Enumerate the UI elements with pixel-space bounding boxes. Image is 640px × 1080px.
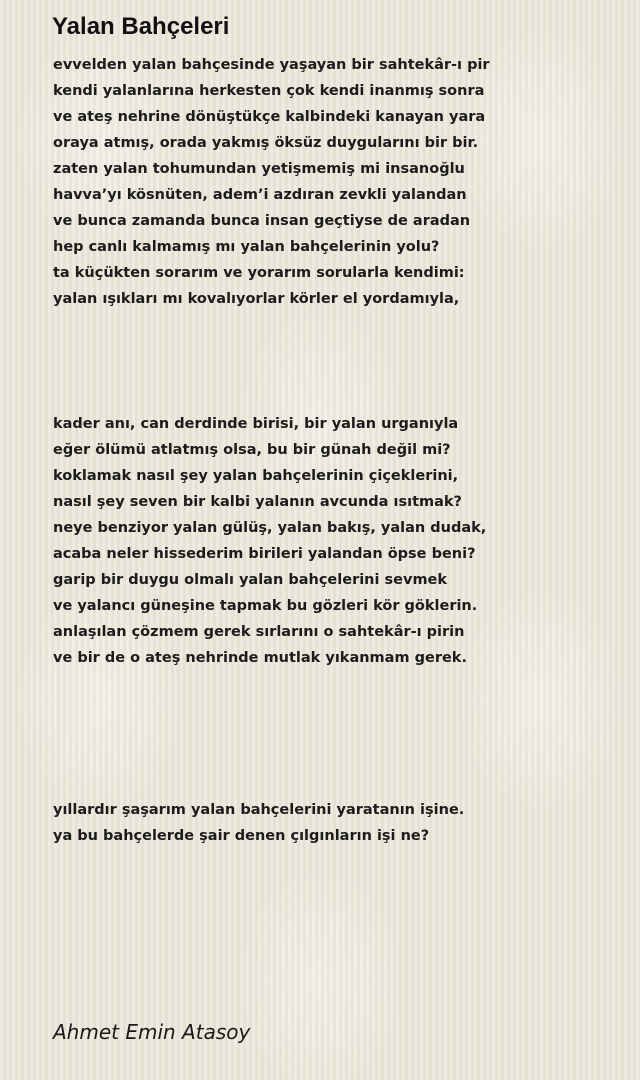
poem-line: acaba neler hissederim birileri yalandan öpse beni? <box>53 546 476 562</box>
poem-line: ya bu bahçelerde şair denen çılgınların işi ne? <box>53 828 430 844</box>
poem-line: ve yalancı güneşine tapmak bu gözleri kör göklerin. <box>53 598 478 614</box>
poem-line: kendi yalanlarına herkesten çok kendi inanmış sonra <box>53 83 485 99</box>
poem-line: anlaşılan çözmem gerek sırlarını o sahtekâr-ı pirin <box>53 624 465 640</box>
stanza-2 <box>53 411 613 671</box>
poem-line: neye benziyor yalan gülüş, yalan bakış, yalan dudak, <box>53 520 487 536</box>
poem-line: havva’yı kösnüten, adem’i azdıran zevkli yalandan <box>53 187 467 203</box>
poem-line: ta küçükten sorarım ve yorarım sorularla kendimi: <box>53 265 465 281</box>
poem-line: eğer ölümü atlatmış olsa, bu bir günah değil mi? <box>53 442 451 458</box>
poem-line: hep canlı kalmamış mı yalan bahçelerinin yolu? <box>53 239 440 255</box>
poem-line: evvelden yalan bahçesinde yaşayan bir sahtekâr-ı pir <box>53 57 490 73</box>
poem-line: ve ateş nehrine dönüştükçe kalbindeki kanayan yara <box>53 109 486 125</box>
poem-line: oraya atmış, orada yakmış öksüz duygularını bir bir. <box>53 135 479 151</box>
poem-line: koklamak nasıl şey yalan bahçelerinin çiçeklerini, <box>53 468 459 484</box>
poem-line: ve bir de o ateş nehrinde mutlak yıkanmam gerek. <box>53 650 467 666</box>
poem-line: kader anı, can derdinde birisi, bir yalan urganıyla <box>53 416 459 432</box>
poem-title: Yalan Bahçeleri <box>52 13 230 40</box>
poem-line: zaten yalan tohumundan yetişmemiş mi insanoğlu <box>53 161 465 177</box>
stanza-3 <box>53 797 613 849</box>
poem-author: Ahmet Emin Atasoy <box>53 1020 251 1044</box>
stanza-1 <box>53 52 613 312</box>
poem-line: nasıl şey seven bir kalbi yalanın avcunda ısıtmak? <box>53 494 462 510</box>
poem-line: yıllardır şaşarım yalan bahçelerini yaratanın işine. <box>53 802 465 818</box>
poem-line: yalan ışıkları mı kovalıyorlar körler el yordamıyla, <box>53 291 460 307</box>
poem-line: ve bunca zamanda bunca insan geçtiyse de aradan <box>53 213 471 229</box>
poem-line: garip bir duygu olmalı yalan bahçelerini sevmek <box>53 572 448 588</box>
